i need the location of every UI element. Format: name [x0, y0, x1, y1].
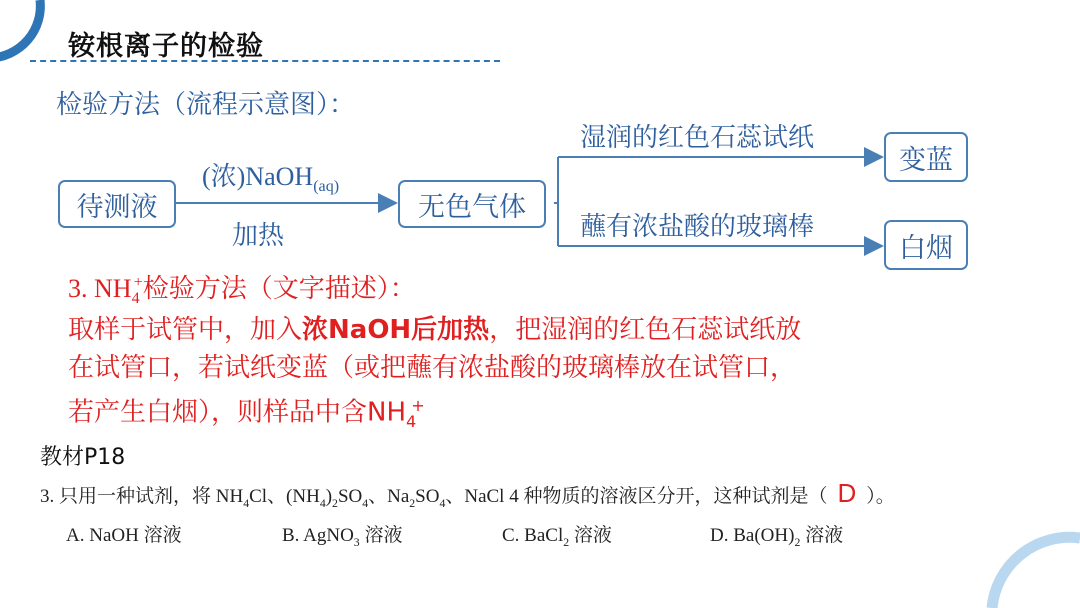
- answer-mark: D: [837, 478, 857, 508]
- q-sub-1: 4: [243, 496, 250, 510]
- page-title: 铵根离子的检验: [68, 31, 264, 62]
- q-part-c: ): [325, 486, 333, 507]
- option-d-sub: 2: [794, 535, 801, 549]
- option-b-a: B. AgNO: [282, 525, 354, 546]
- q-sub-6: 4: [439, 496, 446, 510]
- method-line-1-b: ，把湿润的红色石蕊试纸放: [489, 315, 802, 345]
- q-part-h: ）。: [866, 486, 895, 507]
- box-sample-solution: [58, 180, 176, 228]
- option-b-b: 溶液: [359, 525, 403, 546]
- corner-decoration-bottom-right: [970, 520, 1080, 608]
- method-heading: [68, 268, 416, 308]
- branch-top-label: 湿润的红色石蕊试纸: [580, 123, 815, 153]
- q-sub-2: 4: [319, 496, 326, 510]
- method-body: [68, 311, 968, 441]
- q-part-b: Cl、(NH: [249, 486, 320, 507]
- method-heading-sup: +: [133, 274, 143, 292]
- option-c-a: C. BaCl: [502, 525, 564, 546]
- method-line-3: [68, 387, 968, 441]
- box-colorless-gas: [398, 180, 546, 228]
- q-sub-4: 4: [362, 496, 369, 510]
- box-result-blue: [884, 132, 968, 182]
- method-line-3-a: 若产生白烟），则样品中含NH: [68, 397, 407, 428]
- option-a: A. NaOH 溶液: [66, 525, 182, 546]
- branch-bottom-label: 蘸有浓盐酸的玻璃棒: [580, 212, 815, 242]
- branch-bracket: [554, 157, 558, 246]
- option-d-b: 溶液: [800, 525, 844, 546]
- method-line-3-sub: 4: [406, 411, 417, 431]
- method-line-1-a: 取样于试管中，加入: [68, 315, 303, 345]
- textbook-reference: 教材P18: [40, 445, 126, 470]
- q-part-f: SO: [415, 486, 440, 507]
- method-heading-text: 检验方法（文字描述）：: [142, 274, 416, 304]
- box-result-smoke: [884, 220, 968, 270]
- method-heading-sub: 4: [131, 290, 140, 308]
- method-line-1-bold: 浓NaOH后加热: [302, 315, 490, 345]
- q-part-a: 3. 只用一种试剂，将 NH: [40, 486, 244, 507]
- method-heading-num: 3. NH: [68, 274, 132, 303]
- reagent-subscript: (aq): [313, 178, 340, 196]
- option-c-sub: 2: [563, 535, 570, 549]
- option-d-a: D. Ba(OH): [710, 525, 795, 546]
- flow-heading: 检验方法（流程示意图）：: [56, 90, 356, 120]
- q-part-e: 、Na: [368, 486, 410, 507]
- q-sub-3: 2: [332, 496, 338, 510]
- option-b: [282, 520, 402, 550]
- condition-label: 加热: [232, 221, 285, 251]
- q-part-d: SO: [337, 486, 363, 507]
- box-result-blue-label: 变蓝: [899, 144, 953, 176]
- box-result-smoke-label: 白烟: [899, 232, 953, 264]
- option-c: [502, 520, 612, 550]
- option-b-sub: 3: [353, 535, 360, 549]
- option-c-b: 溶液: [569, 525, 612, 546]
- box-sample-solution-label: 待测液: [76, 191, 158, 223]
- reagent-text: (浓)NaOH: [202, 162, 314, 191]
- box-colorless-gas-label: 无色气体: [418, 191, 526, 223]
- method-line-1: [68, 311, 968, 349]
- option-d: [710, 520, 843, 550]
- reagent-label: [202, 156, 339, 196]
- q-part-g: 、NaCl 4 种物质的溶液区分开，这种试剂是（: [445, 486, 828, 507]
- method-line-2: 在试管口，若试纸变蓝（或把蘸有浓盐酸的玻璃棒放在试管口，: [68, 353, 797, 383]
- question-text: [40, 478, 895, 511]
- method-line-3-sup: +: [411, 396, 425, 415]
- q-sub-5: 2: [409, 496, 416, 510]
